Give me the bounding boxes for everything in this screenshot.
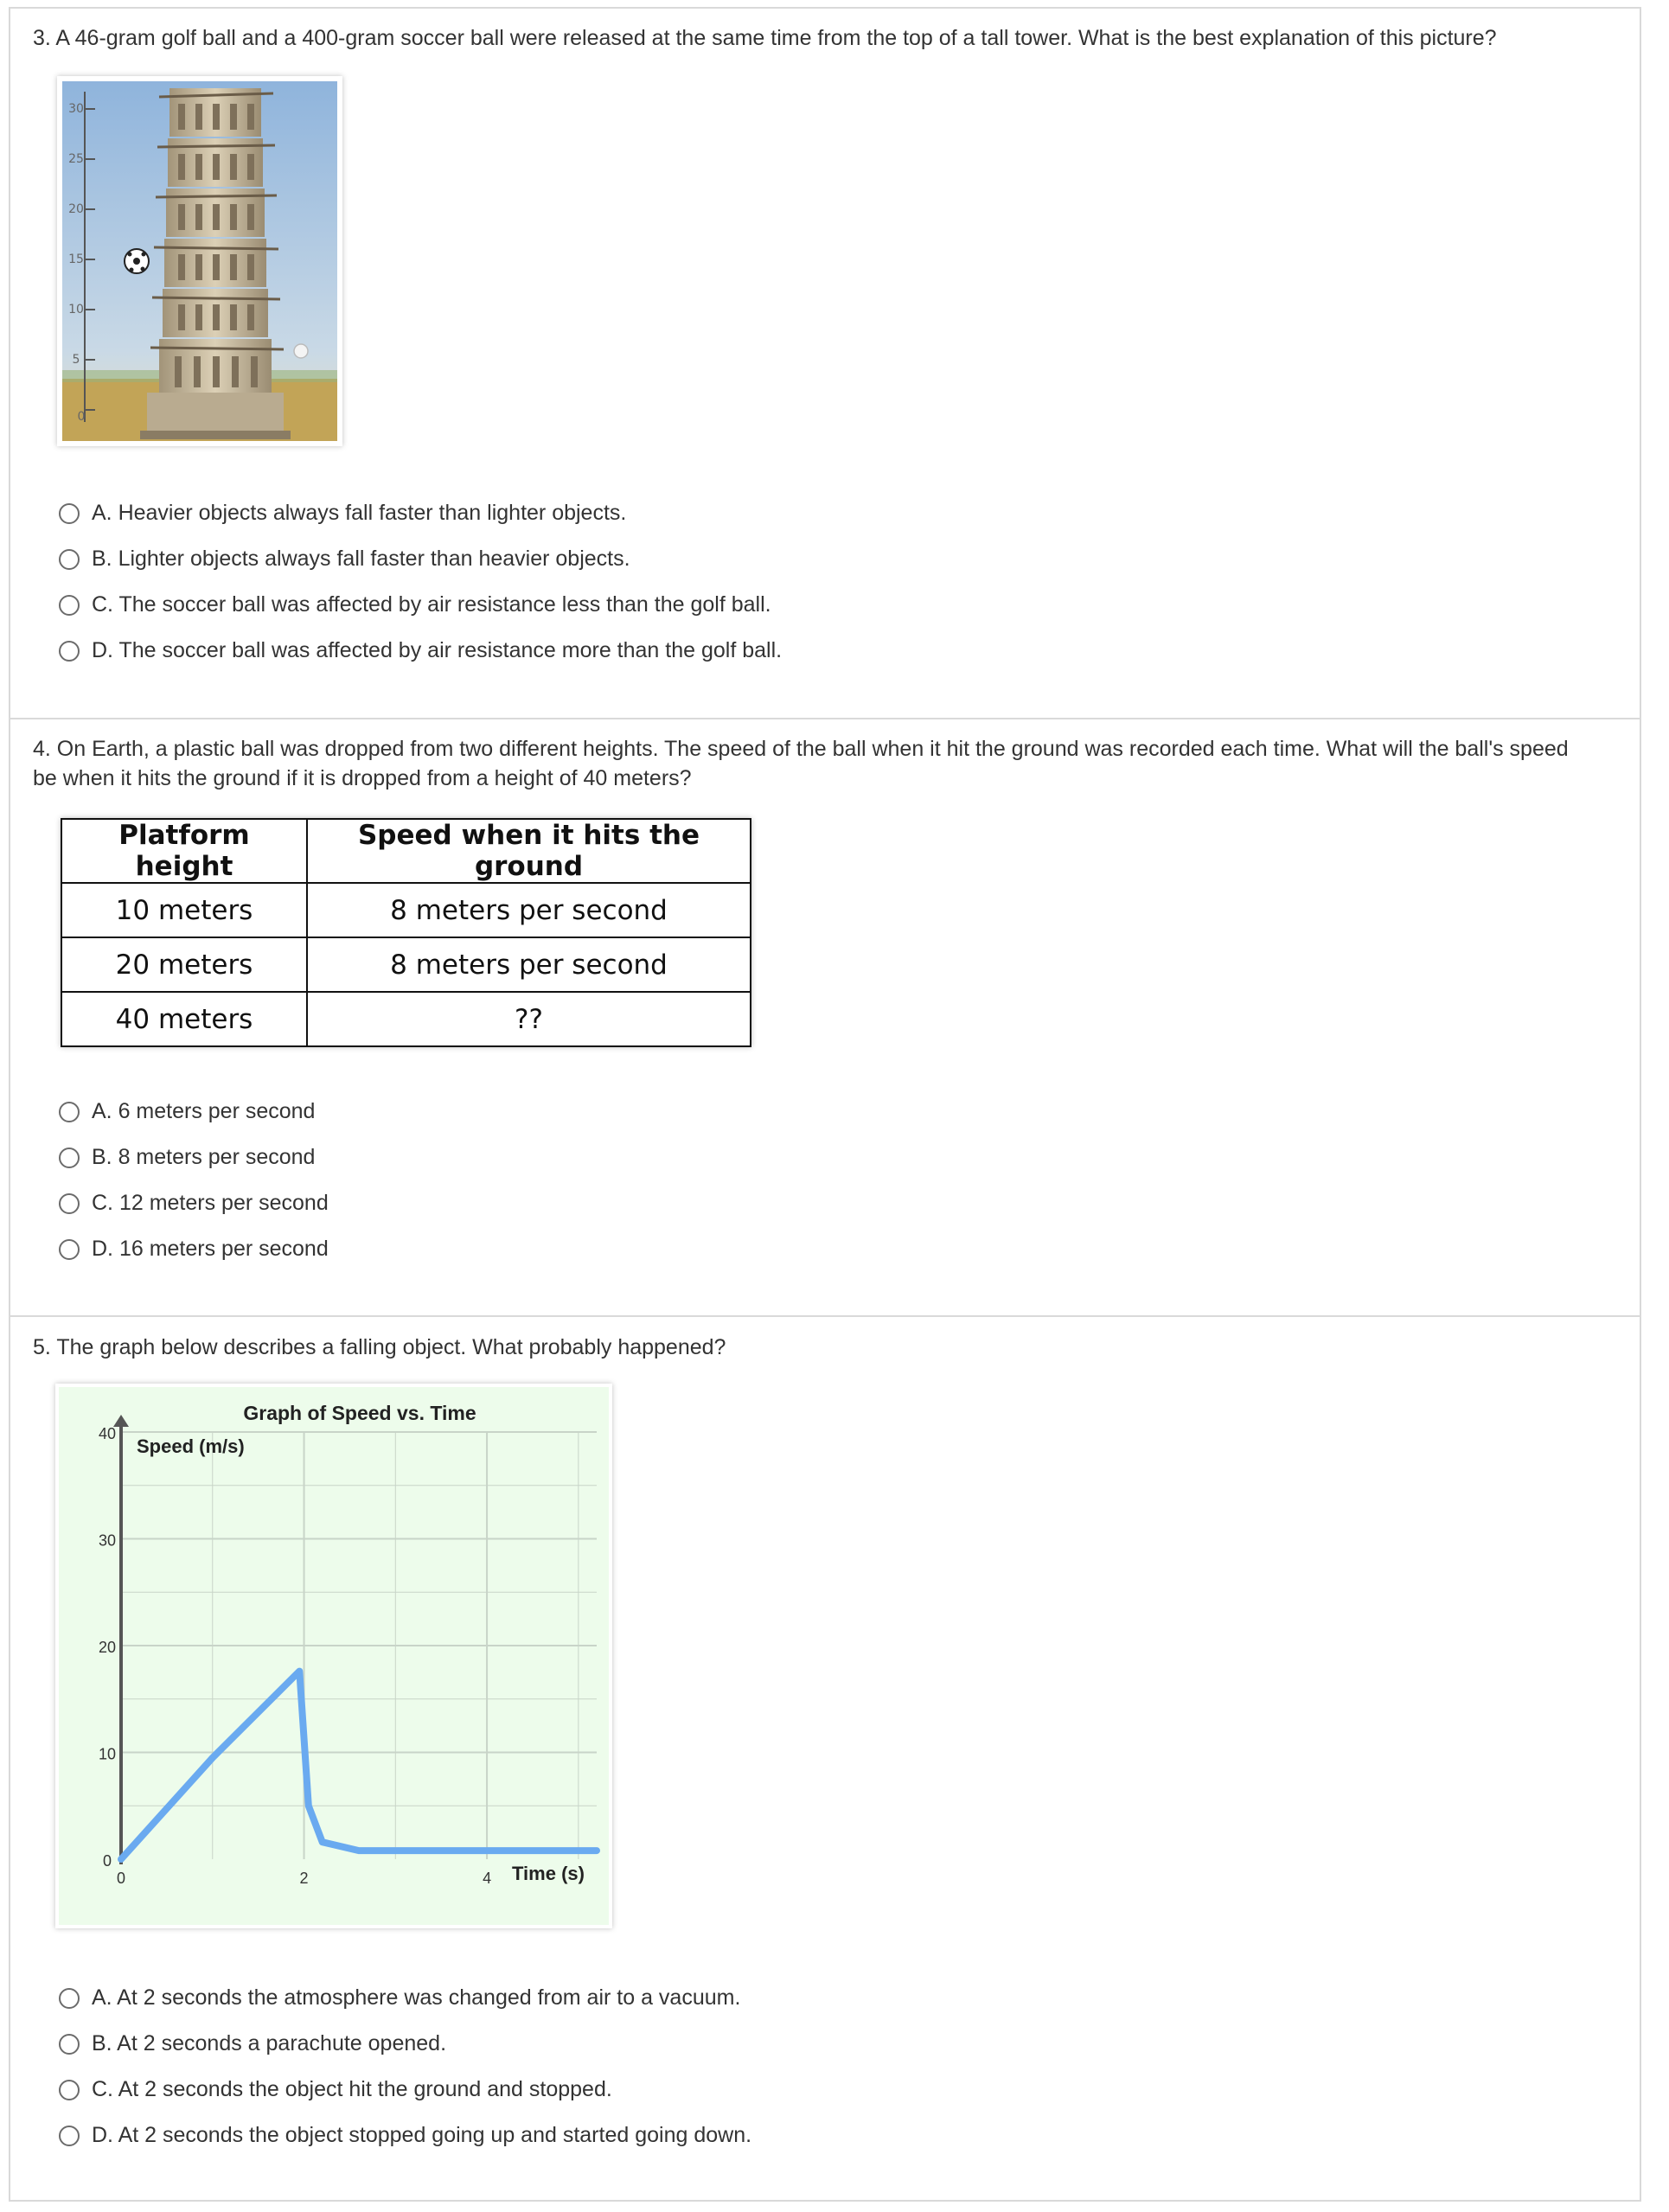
y-tick-label: 10 — [98, 1745, 117, 1763]
soccer-ball-icon — [125, 249, 149, 273]
x-tick-label: 4 — [483, 1870, 492, 1887]
speed-time-chart — [55, 1384, 612, 1928]
scale-tick: 25 — [68, 152, 84, 166]
q5-option-d[interactable]: D. At 2 seconds the object stopped going up and started going down. — [59, 2113, 751, 2158]
y-tick-label: 40 — [98, 1425, 117, 1442]
question-5-text: 5. The graph below describes a falling object. What probably happened? — [33, 1335, 726, 1359]
table-row — [61, 883, 751, 937]
table-cell: 8 meters per second — [307, 883, 751, 937]
radio-button[interactable] — [59, 595, 80, 616]
table-cell: 20 meters — [61, 937, 307, 992]
table-header-row — [61, 819, 751, 883]
scale-tick: 30 — [68, 102, 84, 116]
q3-option-b[interactable]: B. Lighter objects always fall faster than heavier objects. — [59, 536, 782, 582]
q3-option-d[interactable]: D. The soccer ball was affected by air resistance more than the golf ball. — [59, 628, 782, 674]
question-5-options — [59, 1975, 751, 2158]
table-cell: 40 meters — [61, 992, 307, 1046]
radio-button[interactable] — [59, 1148, 80, 1168]
y-tick-label: 20 — [98, 1639, 117, 1656]
question-4-text: 4. On Earth, a plastic ball was dropped from two different heights. The speed of the ball when it hit the ground was recorded each time. What will the ball's speed be when it hits the ground if it is dropped from a height of 40 meters? — [33, 737, 1569, 790]
x-tick-label: 0 — [116, 1870, 126, 1887]
radio-button[interactable] — [59, 503, 80, 524]
y-axis-label: Speed (m/s) — [137, 1435, 245, 1457]
tower-illustration — [57, 76, 342, 446]
scale-tick: 10 — [68, 303, 84, 316]
table-header: Speed when it hits the ground — [307, 819, 751, 883]
q5-option-c[interactable]: C. At 2 seconds the object hit the ground and stopped. — [59, 2067, 751, 2113]
radio-button[interactable] — [59, 1102, 80, 1122]
scale-tick: 0 — [77, 410, 86, 424]
tower-figure — [57, 76, 342, 446]
radio-button[interactable] — [59, 2126, 80, 2146]
scale-tick: 20 — [68, 202, 84, 216]
radio-button[interactable] — [59, 1988, 80, 2009]
table-cell: ?? — [307, 992, 751, 1046]
scale-tick: 15 — [68, 253, 84, 266]
radio-button[interactable] — [59, 2034, 80, 2055]
q4-option-c[interactable]: C. 12 meters per second — [59, 1180, 329, 1226]
q4-option-b[interactable]: B. 8 meters per second — [59, 1135, 329, 1180]
table-cell: 10 meters — [61, 883, 307, 937]
table-header: Platform height — [61, 819, 307, 883]
height-speed-table — [61, 818, 751, 1047]
radio-button[interactable] — [59, 549, 80, 570]
table-cell: 8 meters per second — [307, 937, 751, 992]
y-tick-label: 0 — [102, 1852, 112, 1870]
chart-title: Graph of Speed vs. Time — [243, 1402, 476, 1424]
radio-button[interactable] — [59, 1239, 80, 1260]
table-row — [61, 992, 751, 1046]
table-row — [61, 937, 751, 992]
speed-time-graph-box — [55, 1384, 612, 1928]
radio-button[interactable] — [59, 2080, 80, 2100]
radio-button[interactable] — [59, 641, 80, 662]
y-tick-label: 30 — [98, 1531, 117, 1550]
q4-option-d[interactable]: D. 16 meters per second — [59, 1226, 329, 1272]
q5-option-a[interactable]: A. At 2 seconds the atmosphere was changed from air to a vacuum. — [59, 1975, 751, 2021]
x-tick-label: 2 — [299, 1870, 309, 1887]
golf-ball-icon — [294, 344, 308, 358]
q4-option-a[interactable]: A. 6 meters per second — [59, 1089, 329, 1135]
scale-tick: 5 — [72, 353, 80, 367]
question-3-options — [59, 490, 782, 674]
question-4-options — [59, 1089, 329, 1272]
radio-button[interactable] — [59, 1193, 80, 1214]
q3-option-c[interactable]: C. The soccer ball was affected by air resistance less than the golf ball. — [59, 582, 782, 628]
q5-option-b[interactable]: B. At 2 seconds a parachute opened. — [59, 2021, 751, 2067]
q3-option-a[interactable]: A. Heavier objects always fall faster than lighter objects. — [59, 490, 782, 536]
x-axis-label: Time (s) — [512, 1863, 585, 1884]
question-divider — [9, 718, 1641, 719]
question-divider — [9, 1315, 1641, 1317]
question-3-text: 3. A 46-gram golf ball and a 400-gram soccer ball were released at the same time from the top of a tall tower. What is the best explanation of this picture? — [33, 26, 1497, 50]
